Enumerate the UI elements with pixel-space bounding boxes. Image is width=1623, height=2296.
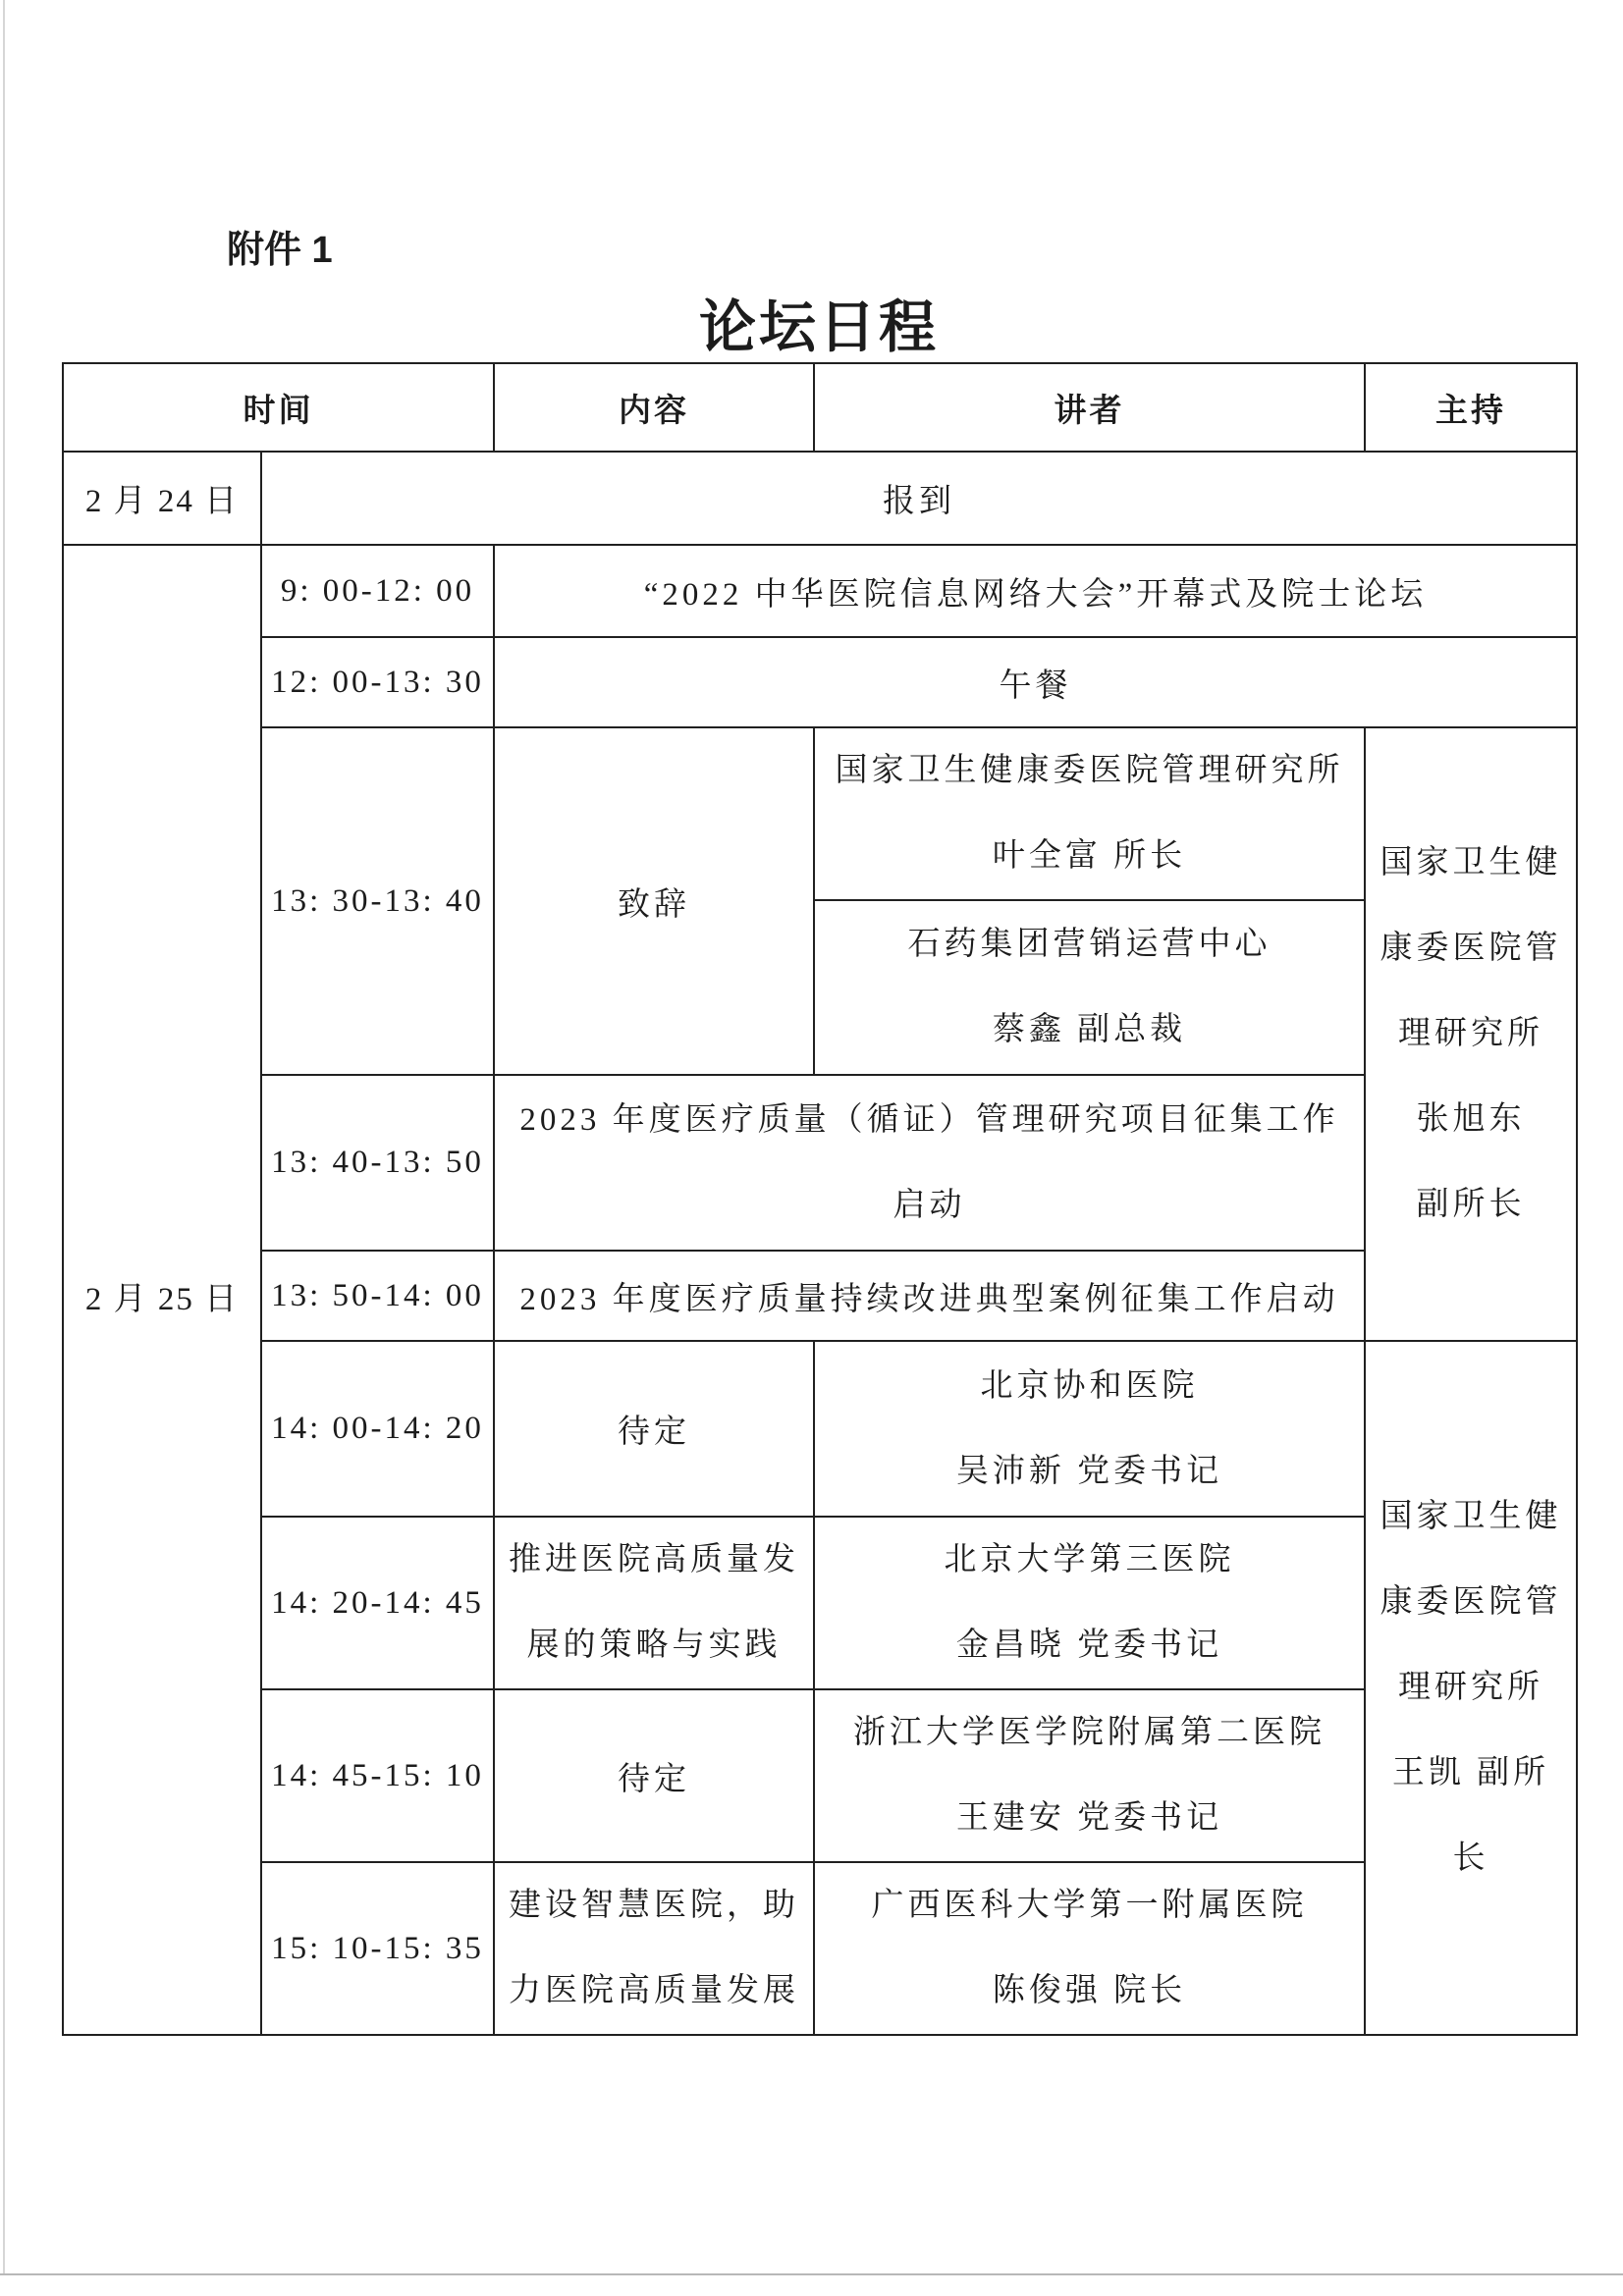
host-line: 国家卫生健 bbox=[1380, 1499, 1562, 1534]
speaker-org: 北京协和医院 bbox=[980, 1367, 1199, 1404]
content-label: 致辞 bbox=[618, 886, 690, 923]
content-line: 力医院高质量发展 bbox=[509, 1973, 799, 2008]
time-cell bbox=[261, 1341, 494, 1517]
host-line: 康委医院管 bbox=[1380, 931, 1562, 966]
time-cell bbox=[261, 1689, 494, 1862]
time-label: 13: 30-13: 40 bbox=[271, 882, 484, 919]
speaker-person: 叶全富 所长 bbox=[992, 838, 1187, 874]
content-cell bbox=[494, 1341, 814, 1517]
host-line: 理研究所 bbox=[1398, 1016, 1543, 1051]
speaker-cell bbox=[814, 1341, 1365, 1517]
content-line: 启动 bbox=[893, 1187, 966, 1223]
content-cell bbox=[494, 1075, 1365, 1251]
header-speaker-cell bbox=[814, 363, 1365, 452]
time-label: 13: 50-14: 00 bbox=[271, 1277, 484, 1313]
header-time-cell bbox=[63, 363, 494, 452]
speaker-org: 北京大学第三医院 bbox=[944, 1542, 1235, 1577]
time-label: 14: 20-14: 45 bbox=[271, 1584, 484, 1621]
time-cell bbox=[261, 545, 494, 637]
content-line: 2023 年度医疗质量（循证）管理研究项目征集工作 bbox=[519, 1101, 1339, 1138]
speaker-person: 蔡鑫 副总裁 bbox=[992, 1012, 1187, 1047]
time-cell bbox=[261, 637, 494, 727]
speaker-cell bbox=[814, 1517, 1365, 1689]
time-cell bbox=[261, 727, 494, 1075]
content-cell bbox=[494, 637, 1577, 727]
content-cell bbox=[494, 727, 814, 1075]
content-cell bbox=[494, 1689, 814, 1862]
header-content-cell bbox=[494, 363, 814, 452]
speaker-cell bbox=[814, 1689, 1365, 1862]
header-row bbox=[63, 363, 1577, 452]
speaker-cell bbox=[814, 1862, 1365, 2035]
host-line: 副所长 bbox=[1416, 1187, 1526, 1222]
host-cell bbox=[1365, 727, 1577, 1341]
content-line: 建设智慧医院，助 bbox=[509, 1888, 799, 1923]
time-label: 12: 00-13: 30 bbox=[271, 664, 484, 700]
table-row bbox=[63, 1341, 1577, 1517]
speaker-person: 王建安 党委书记 bbox=[955, 1800, 1223, 1836]
table-row bbox=[63, 452, 1577, 545]
speaker-cell bbox=[814, 900, 1365, 1075]
content-label: 午餐 bbox=[999, 667, 1072, 704]
header-host-cell bbox=[1365, 363, 1577, 452]
date-cell bbox=[63, 452, 261, 545]
scan-edge-line-left bbox=[3, 0, 5, 2273]
page-title: 论坛日程 bbox=[698, 295, 939, 359]
table-row bbox=[63, 1075, 1577, 1251]
speaker-org: 国家卫生健康委医院管理研究所 bbox=[835, 753, 1344, 788]
activity-cell bbox=[261, 452, 1577, 545]
content-line: 展的策略与实践 bbox=[526, 1628, 782, 1663]
table-row bbox=[63, 1689, 1577, 1862]
time-label: 15: 10-15: 35 bbox=[271, 1930, 484, 1966]
table-row bbox=[63, 637, 1577, 727]
time-label: 9: 00-12: 00 bbox=[280, 572, 475, 609]
time-label: 14: 00-14: 20 bbox=[271, 1411, 484, 1446]
content-cell bbox=[494, 1517, 814, 1689]
table-row bbox=[63, 727, 1577, 900]
table-row bbox=[63, 1251, 1577, 1341]
date-label: 2 月 24 日 bbox=[84, 484, 240, 519]
content-cell bbox=[494, 1251, 1365, 1341]
speaker-person: 金昌晓 党委书记 bbox=[955, 1628, 1223, 1663]
table-row bbox=[63, 1517, 1577, 1689]
time-label: 14: 45-15: 10 bbox=[271, 1757, 484, 1793]
header-time-label: 时间 bbox=[243, 391, 314, 428]
speaker-org: 浙江大学医学院附属第二医院 bbox=[853, 1715, 1325, 1750]
host-cell bbox=[1365, 1341, 1577, 2035]
content-label: “2022 中华医院信息网络大会”开幕式及院士论坛 bbox=[643, 576, 1428, 613]
speaker-person: 陈俊强 院长 bbox=[992, 1973, 1187, 2008]
time-cell bbox=[261, 1862, 494, 2035]
host-line: 国家卫生健 bbox=[1380, 845, 1562, 881]
table-row bbox=[63, 545, 1577, 637]
time-label: 13: 40-13: 50 bbox=[271, 1145, 484, 1180]
content-label: 待定 bbox=[618, 1761, 690, 1797]
time-cell bbox=[261, 1251, 494, 1341]
time-cell bbox=[261, 1517, 494, 1689]
activity-label: 报到 bbox=[883, 484, 955, 519]
host-line: 理研究所 bbox=[1398, 1670, 1543, 1705]
content-label: 待定 bbox=[618, 1415, 690, 1450]
scan-edge-line-bottom bbox=[0, 2273, 1623, 2275]
time-cell bbox=[261, 1075, 494, 1251]
speaker-cell bbox=[814, 727, 1365, 900]
schedule-table bbox=[62, 362, 1578, 2036]
host-line: 康委医院管 bbox=[1380, 1584, 1562, 1620]
host-line: 张旭东 bbox=[1416, 1101, 1526, 1137]
content-line: 推进医院高质量发 bbox=[509, 1542, 799, 1577]
date-cell bbox=[63, 545, 261, 2035]
speaker-org: 广西医科大学第一附属医院 bbox=[871, 1888, 1308, 1923]
header-content-label: 内容 bbox=[619, 391, 689, 428]
date-label: 2 月 25 日 bbox=[84, 1281, 240, 1317]
attachment-label: 附件 1 bbox=[227, 230, 333, 271]
content-cell bbox=[494, 545, 1577, 637]
host-line: 王凯 副所 bbox=[1391, 1755, 1550, 1790]
speaker-person: 吴沛新 党委书记 bbox=[955, 1453, 1223, 1489]
header-speaker-label: 讲者 bbox=[1054, 391, 1125, 428]
content-cell bbox=[494, 1862, 814, 2035]
speaker-org: 石药集团营销运营中心 bbox=[907, 927, 1271, 962]
table-row bbox=[63, 1862, 1577, 2035]
content-label: 2023 年度医疗质量持续改进典型案例征集工作启动 bbox=[519, 1281, 1339, 1317]
header-host-label: 主持 bbox=[1435, 391, 1506, 428]
host-line: 长 bbox=[1452, 1841, 1489, 1876]
